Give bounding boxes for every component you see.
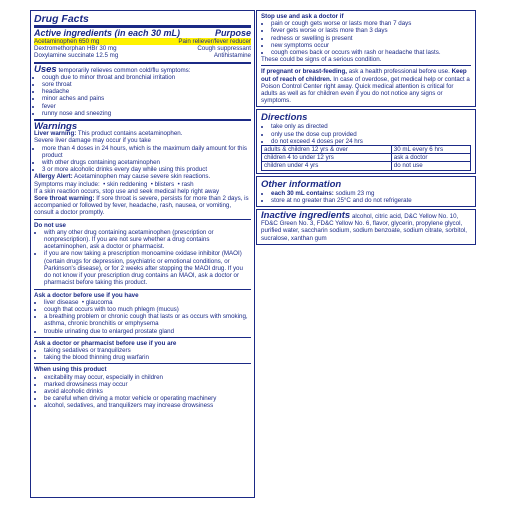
- stop-use-section: Stop use and ask a doctor if • pain or cough gets worse or lasts more than 7 days • fever gets worse or lasts more than 3 days • redness or swelling is present • new symptoms occur • cough comes back or occurs with rash or headache that lasts. These could be signs of a serious condition. If pregnant or breast-feeding, ask a health professional before use. Keep out of reach of children. In case of overdose, get medical help or contact a Poison Control Center right away. Quick medical attention is critical for adults as well as for children even if you do not notice any signs or symptoms.: [256, 10, 476, 107]
- list-item: • with other drugs containing acetaminophen: [42, 159, 251, 166]
- active-header-row: Active ingredients (in each 30 mL) Purpose: [34, 28, 251, 38]
- list-item: • if you are now taking a prescription monoamine oxidase inhibitor (MAOI) (certain drugs for depression, psychiatric or emotional conditions, or Parkinson's disease), or for 2 weeks after stopping the MAOI drug. If you do not know if your prescription drug contains an MAOI, ask a doctor or pharmacist before taking this product.: [44, 250, 251, 286]
- list-item: • marked drowsiness may occur: [44, 381, 251, 388]
- table-row: children under 4 yrs do not use: [262, 162, 471, 170]
- list-item: • do not exceed 4 doses per 24 hrs: [271, 138, 471, 145]
- list-item: • fever: [42, 103, 251, 110]
- warnings-section: Warnings Liver warning: This product contains acetaminophen. Severe liver damage may occur if you take • more than 4 doses in 24 hours, which is the maximum daily amount for this product • with other drugs containing acetaminophen • 3 or more alcoholic drinks every day while using this product Allergy Alert: Acetaminophen may cause severe skin reactions. Symptoms may include: • skin reddening • blisters • rash If a skin reaction occurs, stop use and seek medical help right away Sore throat warning: If sore throat is severe, persists for more than 2 days, is accompanied or followed by fever, headache, rash, nausea, or vomiting, consult a doctor promptly. Do not use • with any other drug containing acetaminophen (prescription or nonprescription). If you are not sure whether a drug contains acetaminophen, ask a doctor or pharmacist. • if you are now taking a prescription monoamine oxidase inhibitor (MAOI) (certain drugs for depression, psychiatric or emotional conditions, or Parkinson's disease), or for 2 weeks after stopping the MAOI drug. If you do not know if your prescription drug contains an MAOI, ask a doctor or pharmacist before taking this product. Ask a doctor before use if you have • liver disease • glaucoma • cough that occurs with too much phlegm (mucus) • a breathing problem or chronic cough that lasts or as occurs with smoking, asthma, chronic bronchitis or emphysema • trouble urinating due to enlarged prostate gland Ask a doctor or pharmacist before use if you are • taking sedatives or tranquilizers • taking the blood thinning drug warfarin When using this product • excitability may occur, especially in children • marked drowsiness may occur • avoid alcoholic drinks • be careful when driving a motor vehicle or operating machinery • alcohol, sedatives, and tranquilizers may increase drowsiness: [34, 123, 251, 410]
- list-item: • excitability may occur, especially in children: [44, 374, 251, 381]
- list-item: • be careful when driving a motor vehicle or operating machinery: [44, 395, 251, 402]
- list-item: • runny nose and sneezing: [42, 110, 251, 117]
- left-column: [30, 10, 255, 498]
- list-item: • headache: [42, 88, 251, 95]
- list-item: • pain or cough gets worse or lasts more than 7 days: [271, 20, 471, 27]
- list-item: • new symptoms occur: [271, 42, 471, 49]
- list-item: • with any other drug containing acetaminophen (prescription or nonprescription). If you are not sure whether a drug contains acetaminophen, ask a doctor or pharmacist.: [44, 229, 251, 251]
- list-item: • redness or swelling is present: [271, 35, 471, 42]
- list-item: • only use the dose cup provided: [271, 131, 471, 138]
- list-item: • fever gets worse or lasts more than 3 days: [271, 27, 471, 34]
- list-item: • taking sedatives or tranquilizers: [44, 347, 251, 354]
- active-row: Acetaminophen 650 mg Pain reliever/fever reducer: [34, 38, 251, 45]
- table-row: adults & children 12 yrs & over 30 mL every 6 hrs: [262, 146, 471, 154]
- list-item: • minor aches and pains: [42, 95, 251, 102]
- list-item: • liver disease • glaucoma: [44, 299, 251, 306]
- drug-facts-title: Drug Facts: [34, 13, 89, 25]
- list-item: • sore throat: [42, 81, 251, 88]
- directions-section: Directions • take only as directed • only use the dose cup provided • do not exceed 4 doses per 24 hrs adults & children 12 yrs & over 30 mL every 6 hrs children 4 to under 12 yrs ask a doctor children under 4 yrs do not use: [256, 109, 476, 173]
- symptoms-row: Symptoms may include: • skin reddening • blisters • rash: [34, 180, 194, 188]
- list-item: • a breathing problem or chronic cough that lasts or as occurs with smoking, asthma, chronic bronchitis or emphysema: [44, 313, 251, 327]
- list-item: • take only as directed: [271, 123, 471, 130]
- list-item: • cough that occurs with too much phlegm (mucus): [44, 306, 251, 313]
- list-item: • avoid alcoholic drinks: [44, 388, 251, 395]
- list-item: • each 30 mL contains: sodium 23 mg: [271, 190, 471, 197]
- list-item: • 3 or more alcoholic drinks every day while using this product: [42, 166, 251, 173]
- right-column: [256, 10, 476, 247]
- list-item: • taking the blood thinning drug warfarin: [44, 354, 251, 361]
- list-item: • store at no greater than 25°C and do not refrigerate: [271, 197, 471, 204]
- active-row: Dextromethorphan HBr 30 mg Cough suppressant: [34, 45, 251, 53]
- uses-section: Uses temporarily relieves common cold/flu symptoms: • cough due to minor throat and bronchial irritation • sore throat • headache • minor aches and pains • fever • runny nose and sneezing: [34, 66, 251, 117]
- table-row: children 4 to under 12 yrs ask a doctor: [262, 154, 471, 162]
- list-item: • trouble urinating due to enlarged prostate gland: [44, 328, 251, 335]
- list-item: • more than 4 doses in 24 hours, which is the maximum daily amount for this product: [42, 145, 251, 159]
- directions-table: [261, 145, 471, 171]
- list-item: • alcohol, sedatives, and tranquilizers may increase drowsiness: [44, 402, 251, 409]
- inactive-section: Inactive ingredients alcohol, citric acid, D&C Yellow No. 10, FD&C Green No. 3, FD&C Yellow No. 6, flavor, glycerin, propylene glycol, purified water, saccharin sodium, sodium benzoate, sodium citrate, sorbitol, sucralose, xanthan gum: [256, 209, 476, 245]
- active-row: Doxylamine succinate 12.5 mg Antihistamine: [34, 52, 251, 60]
- other-info-section: Other information • each 30 mL contains: sodium 23 mg • store at no greater than 25°C and do not refrigerate: [256, 176, 476, 207]
- list-item: • cough comes back or occurs with rash or headache that lasts.: [271, 49, 471, 56]
- list-item: • cough due to minor throat and bronchial irritation: [42, 74, 251, 81]
